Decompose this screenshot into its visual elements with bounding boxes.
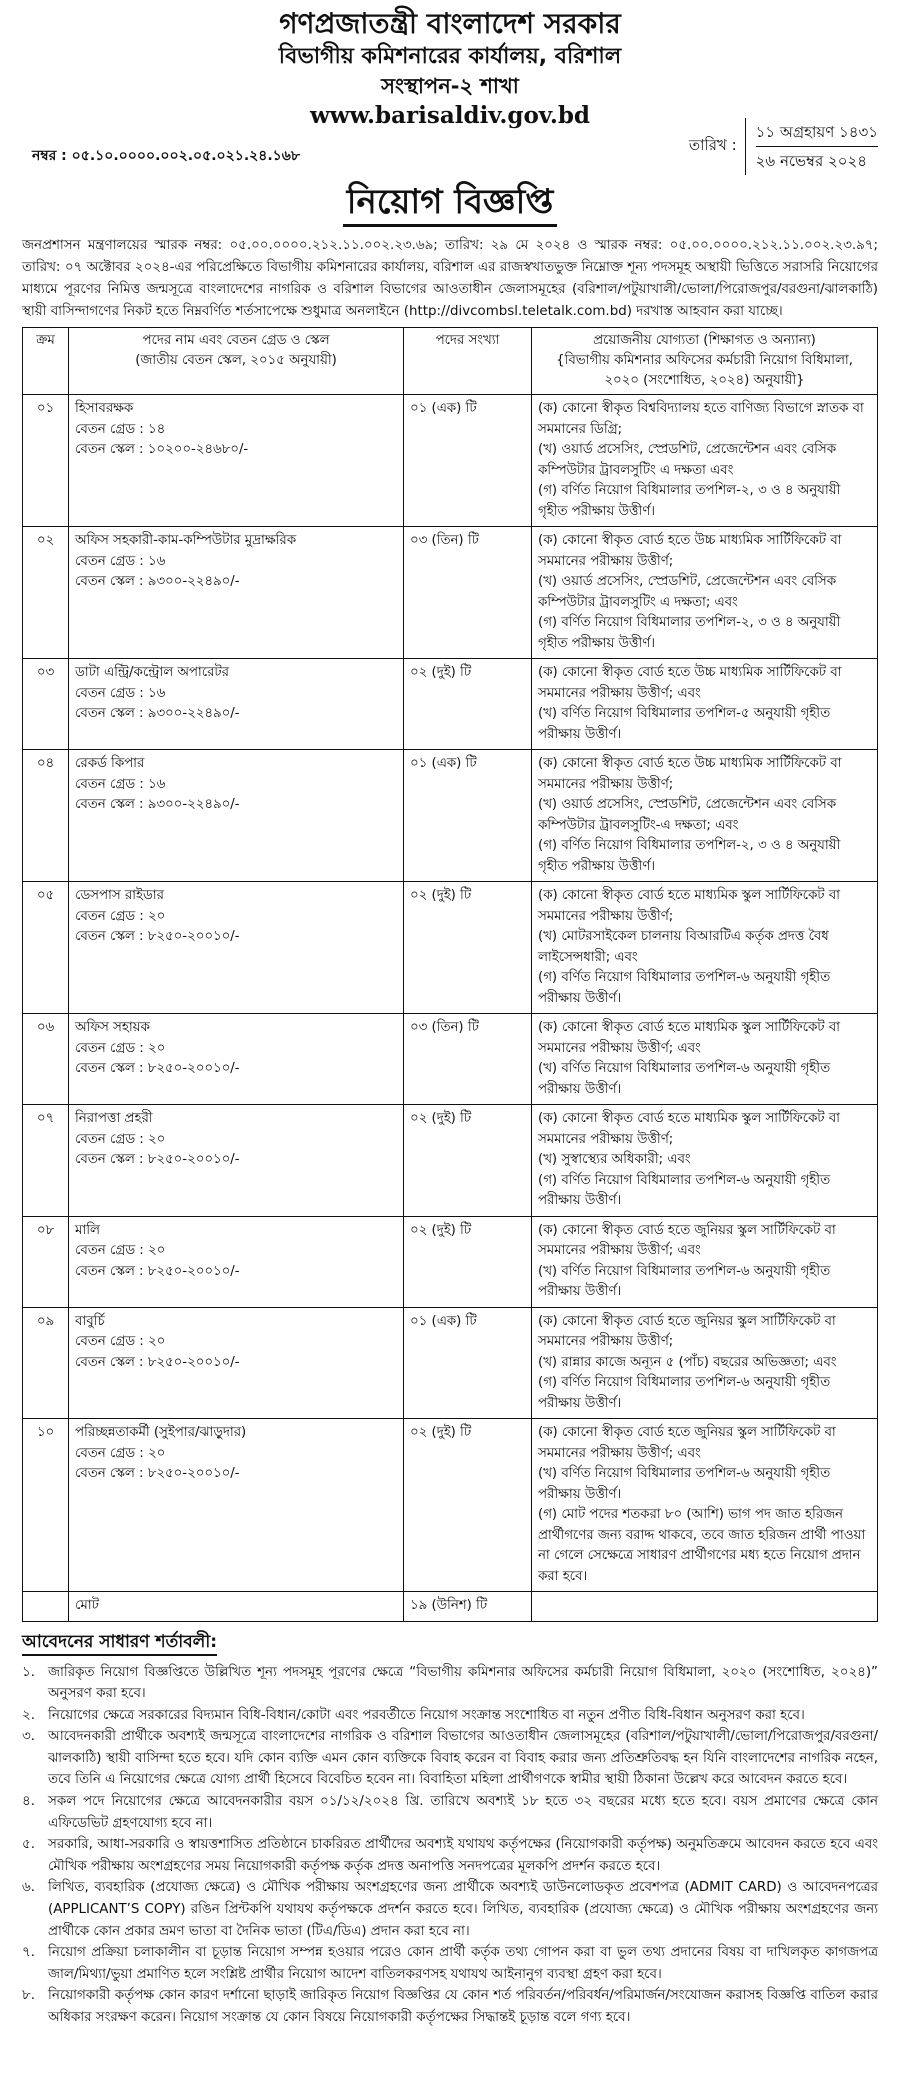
post-name: অফিস সহায়ক: [75, 1020, 150, 1035]
qualifications: [532, 750, 878, 882]
table-row: [23, 659, 878, 750]
condition-item: [22, 1662, 878, 1705]
condition-number: ৮.: [22, 1988, 35, 2004]
pay-grade: বেতন গ্রেড : ১৪: [75, 421, 166, 437]
pay-scale: বেতন স্কেল : ৮২৫০-২০০১০/-: [75, 1152, 240, 1167]
table-row: [23, 750, 878, 882]
post-count: ০২ (দুই) টি: [404, 1216, 532, 1307]
pay-grade: বেতন গ্রেড : ১৬: [75, 685, 166, 701]
header-post-line2: (জাতীয় বেতন স্কেল, ২০১৫ অনুযায়ী): [135, 353, 337, 368]
pay-scale: বেতন স্কেল : ৮২৫০-২০০১০/-: [75, 1263, 240, 1279]
post-count: ০১ (এক) টি: [404, 750, 532, 882]
pay-grade: বেতন গ্রেড : ২০: [75, 1445, 166, 1461]
post-count: ০১ (এক) টি: [404, 1307, 532, 1419]
row-serial: ০৭: [23, 1105, 69, 1217]
qualification-item: (খ) বর্ণিত নিয়োগ বিধিমালার তপশিল-৬ অনুযায়ী গৃহীত পরীক্ষায় উত্তীর্ণ।: [538, 1061, 831, 1097]
condition-item: [22, 1942, 878, 1985]
post-name: নিরাপত্তা প্রহরী: [75, 1111, 153, 1126]
table-row: [23, 882, 878, 1014]
total-empty-cell-2: [532, 1592, 878, 1622]
qualification-item: (খ) মোটরসাইকেল চালনায় বিআরটিএ কর্তৃক প্রদত্ত বৈধ লাইসেন্সধারী; এবং: [538, 929, 829, 965]
pay-scale: বেতন স্কেল : ৮২৫০-২০০১০/-: [75, 1061, 240, 1076]
post-name: রেকর্ড কিপার: [75, 756, 145, 771]
qualification-item: (ক) কোনো স্বীকৃত বোর্ড হতে উচ্চ মাধ্যমিক সার্টিফিকেট বা সমমানের পরীক্ষায় উত্তীর্ণ;: [538, 756, 842, 792]
post-name: পরিচ্ছন্নতাকর্মী (সুইপার/ঝাড়ুদার): [75, 1425, 247, 1440]
condition-number: ৫.: [22, 1837, 35, 1853]
post-count: ০২ (দুই) টি: [404, 1419, 532, 1592]
post-name: ডেসপাস রাইডার: [75, 888, 164, 903]
condition-number: ৬.: [22, 1880, 35, 1896]
condition-text: নিয়োগের ক্ষেত্রে সরকারের বিদ্যমান বিধি-বিধান/কোটা এবং পরবর্তীতে নিয়োগ সংক্রান্ত সংশোধিত বা নতুন প্রণীত বিধি-বিধান অনুসরণ করা হবে।: [48, 1707, 805, 1723]
row-serial: ০৫: [23, 882, 69, 1014]
row-serial: ১০: [23, 1419, 69, 1592]
branch-name: সংস্থাপন-২ শাখা: [381, 74, 519, 98]
total-label: মোট: [69, 1592, 404, 1622]
pay-grade: বেতন গ্রেড : ২০: [75, 908, 166, 924]
condition-text: জারিকৃত নিয়োগ বিজ্ঞপ্তিতে উল্লিখিত শূন্য পদসমূহ পূরণের ক্ষেত্রে “বিভাগীয় কমিশনার অফিসের কর্মচারী নিয়োগ বিধিমালা, ২০২০ (সংশোধিত, ২০২৪)” অনুসরণ করা হবে।: [48, 1664, 878, 1702]
post-count: ০২ (দুই) টি: [404, 1105, 532, 1217]
pay-grade: বেতন গ্রেড : ১৬: [75, 776, 166, 792]
qualification-item: (ক) কোনো স্বীকৃত বোর্ড হতে মাধ্যমিক স্কুল সার্টিফিকেট বা সমমানের পরীক্ষায় উত্তীর্ণ;: [538, 888, 840, 924]
row-post: [69, 1307, 404, 1419]
qualifications: [532, 1216, 878, 1307]
row-serial: ০২: [23, 527, 69, 659]
table-row: [23, 1216, 878, 1307]
qualification-item: (গ) বর্ণিত নিয়োগ বিধিমালার তপশিল-২, ৩ ও ৪ অনুযায়ী গৃহীত পরীক্ষায় উত্তীর্ণ।: [538, 615, 841, 651]
pay-scale: বেতন স্কেল : ৮২৫০-২০০১০/-: [75, 1466, 240, 1481]
table-row: [23, 1105, 878, 1217]
header-post: [69, 328, 404, 395]
pay-scale: বেতন স্কেল : ৮২৫০-২০০১০/-: [75, 929, 240, 944]
qualification-item: (গ) বর্ণিত নিয়োগ বিধিমালার তপশিল-৬ অনুযায়ী গৃহীত পরীক্ষায় উত্তীর্ণ।: [538, 970, 831, 1006]
qualification-item: (ক) কোনো স্বীকৃত বোর্ড হতে মাধ্যমিক স্কুল সার্টিফিকেট বা সমমানের পরীক্ষায় উত্তীর্ণ; এবং: [538, 1020, 840, 1056]
condition-item: [22, 1791, 878, 1834]
qualification-item: (খ) সুস্বাস্থ্যের অধিকারী; এবং: [538, 1152, 691, 1167]
table-row: [23, 527, 878, 659]
pay-grade: বেতন গ্রেড : ২০: [75, 1131, 166, 1147]
qualification-item: (খ) ওয়ার্ড প্রসেসিং, স্প্রেডশিট, প্রেজেন্টেশন এবং বেসিক কম্পিউটার ট্রাবলসুটিং এ দক্ষতা; এবং: [538, 574, 837, 610]
pay-scale: বেতন স্কেল : ৯৩০০-২২৪৯০/-: [75, 574, 240, 589]
posts-table: [22, 327, 878, 1622]
letterhead: [22, 6, 878, 132]
qualification-item: (খ) রান্নার কাজে অন্যূন ৫ (পাঁচ) বছরের অভিজ্ঞতা; এবং: [538, 1354, 837, 1370]
qualification-item: (ক) কোনো স্বীকৃত বোর্ড হতে মাধ্যমিক স্কুল সার্টিফিকেট বা সমমানের পরীক্ষায় উত্তীর্ণ;: [538, 1111, 840, 1147]
row-post: [69, 1419, 404, 1592]
qualification-item: (ক) কোনো স্বীকৃত বোর্ড হতে উচ্চ মাধ্যমিক সার্টিফিকেট বা সমমানের পরীক্ষায় উত্তীর্ণ; এবং: [538, 665, 842, 701]
row-post: [69, 882, 404, 1014]
condition-number: ১.: [22, 1664, 35, 1680]
post-count: ০১ (এক) টি: [404, 395, 532, 527]
total-value: ১৯ (উনিশ) টি: [404, 1592, 532, 1622]
table-row: [23, 1014, 878, 1105]
condition-item: [22, 1726, 878, 1791]
total-empty-cell: [23, 1592, 69, 1622]
qualifications: [532, 1307, 878, 1419]
table-row: [23, 395, 878, 527]
page-title: নিয়োগ বিজ্ঞপ্তি: [343, 180, 558, 227]
pay-scale: বেতন স্কেল : ১০২০০-২৪৬৮০/-: [75, 442, 249, 457]
row-serial: ০৩: [23, 659, 69, 750]
row-post: [69, 1014, 404, 1105]
date-values: [745, 118, 878, 175]
qualification-item: (গ) বর্ণিত নিয়োগ বিধিমালার তপশিল-২, ৩ ও ৪ অনুযায়ী গৃহীত পরীক্ষায় উত্তীর্ণ।: [538, 483, 841, 519]
pay-grade: বেতন গ্রেড : ১৬: [75, 553, 166, 569]
post-count: ০২ (দুই) টি: [404, 659, 532, 750]
qualification-item: (ক) কোনো স্বীকৃত বোর্ড হতে জুনিয়র স্কুল সার্টিফিকেট বা সমমানের পরীক্ষায় উত্তীর্ণ; এবং: [538, 1222, 836, 1258]
date-block: [689, 118, 878, 175]
table-row: [23, 1307, 878, 1419]
pay-scale: বেতন স্কেল : ৯৩০০-২২৪৯০/-: [75, 797, 240, 812]
date-bangla: ১১ অগ্রহায়ণ ১৪৩১: [756, 118, 878, 147]
pay-scale: বেতন স্কেল : ৮২৫০-২০০১০/-: [75, 1354, 240, 1370]
pay-grade: বেতন গ্রেড : ২০: [75, 1334, 166, 1349]
qualifications: [532, 882, 878, 1014]
qualification-item: (ক) কোনো স্বীকৃত বোর্ড হতে উচ্চ মাধ্যমিক সার্টিফিকেট বা সমমানের পরীক্ষায় উত্তীর্ণ;: [538, 533, 842, 569]
memo-number: নম্বর : ০৫.১০.০০০০.০০২.০৫.০২১.২৪.১৬৮: [32, 148, 300, 164]
condition-text: নিয়োগকারী কর্তৃপক্ষ কোন কারণ দর্শানো ছাড়াই জারিকৃত নিয়োগ বিজ্ঞপ্তির যে কোন শর্ত পরিবর্তন/পরিবর্ধন/পরিমার্জন/সংযোজন করাসহ বিজ্ঞপ্তি বাতিল করার অধিকার সংরক্ষণ করেন। নিয়োগ সংক্রান্ত যে কোন বিষয়ে নিয়োগকারী কর্তৃপক্ষের সিদ্ধান্তই চূড়ান্ত বলে গণ্য হবে।: [48, 1988, 878, 2025]
header-qualification: [532, 328, 878, 395]
qualifications: [532, 395, 878, 527]
qualification-item: (গ) বর্ণিত নিয়োগ বিধিমালার তপশিল-৬ অনুযায়ী গৃহীত পরীক্ষায় উত্তীর্ণ।: [538, 1172, 831, 1208]
header-count: পদের সংখ্যা: [404, 328, 532, 395]
row-post: [69, 395, 404, 527]
condition-number: ৪.: [22, 1794, 35, 1810]
post-name: অফিস সহকারী-কাম-কম্পিউটার মুদ্রাক্ষরিক: [75, 533, 297, 548]
pay-grade: বেতন গ্রেড : ২০: [75, 1040, 166, 1056]
condition-item: [22, 1705, 878, 1727]
row-serial: ০৬: [23, 1014, 69, 1105]
website[interactable]: www.barisaldiv.gov.bd: [309, 102, 591, 129]
government-name: গণপ্রজাতন্ত্রী বাংলাদেশ সরকার: [279, 7, 621, 40]
qualification-item: (খ) বর্ণিত নিয়োগ বিধিমালার তপশিল-৬ অনুযায়ী গৃহীত পরীক্ষায় উত্তীর্ণ।: [538, 1263, 831, 1299]
condition-text: আবেদনকারী প্রার্থীকে অবশ্যই জন্মসূত্রে বাংলাদেশের নাগরিক ও বরিশাল বিভাগের আওতাধীন জেলাসমূহের (বরিশাল/পটুয়াখালী/ভোলা/পিরোজপুর/বরগুনা/ঝালকাঠি) স্থায়ী বাসিন্দা হতে হবে। যদি কোন ব্যক্তি এমন কোন ব্যক্তিকে বিবাহ করেন বা বিবাহ করার জন্য প্রতিশ্রুতিবদ্ধ হন যিনি বাংলাদেশের নাগরিক নহেন, তবে তিনি এ নিয়োগের ক্ষেত্রে যোগ্য প্রার্থী হিসেবে বিবেচিত হবেন না। বিবাহিতা মহিলা প্রার্থীগণকে স্বামীর স্থায়ী ঠিকানা উল্লেখ করে আবেদন করতে হবে।: [48, 1729, 878, 1788]
row-serial: ০৯: [23, 1307, 69, 1419]
qualifications: [532, 527, 878, 659]
condition-item: [22, 1985, 878, 2028]
table-header-row: [23, 328, 878, 395]
header-qual-line2: {বিভাগীয় কমিশনার অফিসের কর্মচারী নিয়োগ বিধিমালা, ২০২০ (সংশোধিত, ২০২৪) অনুযায়ী}: [556, 353, 853, 388]
condition-text: সরকারি, আধা-সরকারি ও স্বায়ত্তশাসিত প্রতিষ্ঠানে চাকরিরত প্রার্থীদের অবশ্যই যথাযথ কর্তৃপক্ষের (নিয়োগকারী কর্তৃপক্ষ) অনুমতিক্রমে আবেদন করতে হবে এবং মৌখিক পরীক্ষায় অংশগ্রহণের সময় নিয়োগকারী কর্তৃপক্ষ কর্তৃক প্রদত্ত অনাপত্তি সনদপত্রের মূলকপি প্রদর্শন করতে হবে।: [48, 1837, 878, 1874]
row-serial: ০৪: [23, 750, 69, 882]
header-sl: ক্রম: [23, 328, 69, 395]
condition-number: ৭.: [22, 1945, 35, 1961]
condition-number: ২.: [22, 1707, 35, 1723]
condition-item: [22, 1877, 878, 1942]
condition-text: নিয়োগ প্রক্রিয়া চলাকালীন বা চূড়ান্ত নিয়োগ সম্পন্ন হওয়ার পরেও কোন প্রার্থী কর্তৃক তথ্য গোপন করা বা ভুল তথ্য প্রদানের বিষয় বা দাখিলকৃত কাগজপত্র জাল/মিথ্যা/ভুয়া প্রমাণিত হলে সংশ্লিষ্ট প্রার্থীর নিয়োগ আদেশ বাতিলকরণসহ যথাযথ আইনানুগ ব্যবস্থা গ্রহণ করা হবে।: [48, 1945, 878, 1982]
post-count: ০৩ (তিন) টি: [404, 527, 532, 659]
qualification-item: (গ) বর্ণিত নিয়োগ বিধিমালার তপশিল-২, ৩ ও ৪ অনুযায়ী গৃহীত পরীক্ষায় উত্তীর্ণ।: [538, 838, 841, 874]
condition-text: লিখিত, ব্যবহারিক (প্রযোজ্য ক্ষেত্রে) ও মৌখিক পরীক্ষায় অংশগ্রহণের জন্য প্রার্থীকে অবশ্যই ডাউনলোডকৃত প্রবেশপত্র (ADMIT CARD) ও আবেদনপত্রের (APPLICANT’S COPY) রঙিন প্রিন্টকপি যথাযথ কর্তৃপক্ষকে প্রদর্শন করতে হবে। লিখিত, ব্যবহারিক (প্রযোজ্য ক্ষেত্রে) ও মৌখিক পরীক্ষায় অংশগ্রহণের জন্য প্রার্থীকে কোন প্রকার ভ্রমণ ভাতা বা দৈনিক ভাতা (টিএ/ডিএ) প্রদান করা হবে না।: [48, 1880, 878, 1939]
condition-text: সকল পদে নিয়োগের ক্ষেত্রে আবেদনকারীর বয়স ০১/১২/২০২৪ খ্রি. তারিখে অবশ্যই ১৮ হতে ৩২ বছরের মধ্যে হতে হবে। বয়স প্রমাণের ক্ষেত্রে কোন এফিডেভিট গ্রহণযোগ্য হবে না।: [48, 1794, 878, 1831]
qualification-item: (ক) কোনো স্বীকৃত বোর্ড হতে জুনিয়র স্কুল সার্টিফিকেট বা সমমানের পরীক্ষায় উত্তীর্ণ; এবং: [538, 1425, 836, 1461]
row-post: [69, 1216, 404, 1307]
row-post: [69, 659, 404, 750]
conditions-list: [22, 1662, 878, 2029]
title-wrap: [22, 180, 878, 227]
row-serial: ০১: [23, 395, 69, 527]
total-row: [23, 1592, 878, 1622]
qualification-item: (খ) বর্ণিত নিয়োগ বিধিমালার তপশিল-৬ অনুযায়ী গৃহীত পরীক্ষায় উত্তীর্ণ।: [538, 1466, 831, 1502]
qualifications: [532, 1014, 878, 1105]
row-post: [69, 1105, 404, 1217]
qualification-item: (খ) ওয়ার্ড প্রসেসিং, স্প্রেডশিট, প্রেজেন্টেশন এবং বেসিক কম্পিউটার ট্রাবলসুটিং-এ দক্ষতা; এবং: [538, 797, 837, 833]
date-english: ২৬ নভেম্বর ২০২৪: [755, 152, 867, 170]
post-name: বাবুর্চি: [75, 1313, 105, 1329]
post-name: হিসাবরক্ষক: [75, 401, 134, 416]
post-count: ০৩ (তিন) টি: [404, 1014, 532, 1105]
intro-paragraph: জনপ্রশাসন মন্ত্রণালয়ের স্মারক নম্বর: ০৫.০০.০০০০.২১২.১১.০০২.২৩.৬৯; তারিখ: ২৯ মে ২০২৪ ও স্মারক নম্বর: ০৫.০০.০০০০.২১২.১১.০০২.২৩.৯৭; তারিখ: ০৭ অক্টোবর ২০২৪-এর পরিপ্রেক্ষিতে বিভাগীয় কমিশনারের কার্যালয়, বরিশাল এর রাজস্বখাতভুক্ত নিম্নোক্ত শূন্য পদসমূহ অস্থায়ী ভিত্তিতে সরাসরি নিয়োগের মাধ্যমে পূরণের নিমিত্ত জন্মসূত্রে বাংলাদেশের নাগরিক ও বরিশাল বিভাগের আওতাধীন জেলাসমূহের (বরিশাল/পটুয়াখালী/ভোলা/পিরোজপুর/বরগুনা/ঝালকাঠি) স্থায়ী বাসিন্দাগণের নিকট হতে নিম্নবর্ণিত শর্তসাপেক্ষে শুধুমাত্র অনলাইনে (http://divcombsl.teletalk.com.bd) দরখাস্ত আহবান করা যাচ্ছে।: [22, 238, 878, 319]
qualifications: [532, 659, 878, 750]
pay-grade: বেতন গ্রেড : ২০: [75, 1243, 166, 1258]
qualification-item: (খ) ওয়ার্ড প্রসেসিং, স্প্রেডশিট, প্রেজেন্টেশন এবং বেসিক কম্পিউটার ট্রাবলসুটিং এ দক্ষতা এবং: [538, 442, 837, 478]
date-label: তারিখ :: [688, 136, 737, 154]
table-row: [23, 1419, 878, 1592]
post-name: মালি: [75, 1222, 100, 1238]
row-post: [69, 750, 404, 882]
qualification-item: (ক) কোনো স্বীকৃত বিশ্ববিদ্যালয় হতে বাণিজ্য বিভাগে স্নাতক বা সমমানের ডিগ্রি;: [538, 401, 864, 437]
qualification-item: (ক) কোনো স্বীকৃত বোর্ড হতে জুনিয়র স্কুল সার্টিফিকেট বা সমমানের পরীক্ষায় উত্তীর্ণ;: [538, 1313, 836, 1349]
qualification-item: (গ) মোট পদের শতকরা ৮০ (আশি) ভাগ পদ জাত হরিজন প্রার্থীগণের জন্য বরাদ্দ থাকবে, তবে জাত হরিজন প্রার্থী পাওয়া না গেলে সেক্ষেত্রে সাধারণ প্রার্থীগণের মধ্য হতে নিয়োগ প্রদান করা হবে।: [538, 1507, 866, 1584]
pay-scale: বেতন স্কেল : ৯৩০০-২২৪৯০/-: [75, 706, 240, 721]
office-name: বিভাগীয় কমিশনারের কার্যালয়, বরিশাল: [278, 44, 622, 69]
row-serial: ০৮: [23, 1216, 69, 1307]
row-post: [69, 527, 404, 659]
post-name: ডাটা এন্ট্রি/কন্ট্রোল অপারেটর: [75, 665, 229, 680]
qualifications: [532, 1105, 878, 1217]
qualification-item: (খ) বর্ণিত নিয়োগ বিধিমালার তপশিল-৫ অনুযায়ী গৃহীত পরীক্ষায় উত্তীর্ণ।: [538, 706, 831, 742]
condition-number: ৩.: [22, 1729, 35, 1745]
conditions-title: আবেদনের সাধারণ শর্তাবলী:: [22, 1630, 217, 1656]
table-body: [23, 395, 878, 1592]
condition-item: [22, 1834, 878, 1877]
post-count: ০২ (দুই) টি: [404, 882, 532, 1014]
qualifications: [532, 1419, 878, 1592]
header-qual-line1: প্রয়োজনীয় যোগ্যতা (শিক্ষাগত ও অন্যান্য): [593, 333, 816, 348]
header-post-line1: পদের নাম এবং বেতন গ্রেড ও স্কেল: [142, 333, 330, 348]
qualification-item: (গ) বর্ণিত নিয়োগ বিধিমালার তপশিল-৬ অনুযায়ী গৃহীত পরীক্ষায় উত্তীর্ণ।: [538, 1375, 831, 1411]
